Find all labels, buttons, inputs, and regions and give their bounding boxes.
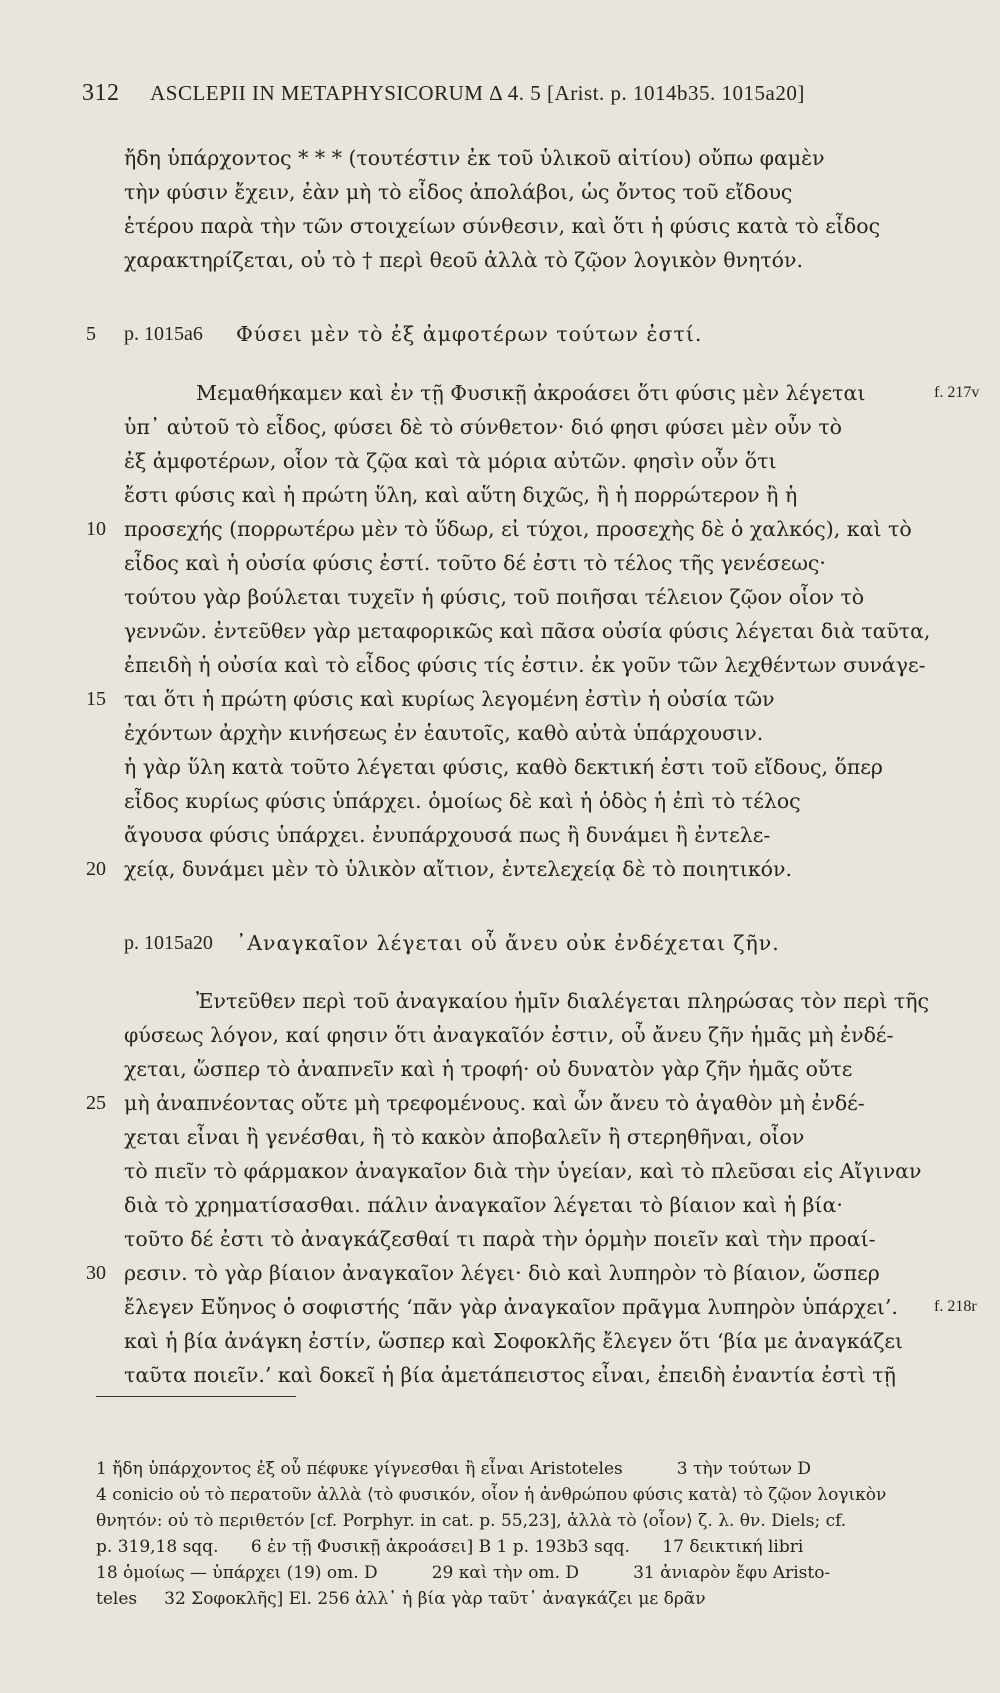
line-text: φύσεως λόγον, καί φησιν ὅτι ἀναγκαῖόν ἐστιν, οὗ ἄνευ ζῆν ἡμᾶς μὴ ἐνδέ-: [124, 1023, 894, 1047]
running-header: [82, 80, 902, 110]
text-line: [0, 1223, 1000, 1255]
line-text: ἔστι φύσις καὶ ἡ πρώτη ὕλη, καὶ αὕτη διχῶς, ἢ ἡ πορρώτερον ἢ ἡ: [124, 483, 798, 507]
line-text: τὸ πιεῖν τὸ φάρμακον ἀναγκαῖον διὰ τὴν ὑγείαν, καὶ τὸ πλεῦσαι εἰς Αἴγιναν: [124, 1159, 922, 1183]
line-text: χείᾳ, δυνάμει μὲν τὸ ὑλικὸν αἴτιον, ἐντελεχείᾳ δὲ τὸ ποιητικόν.: [124, 857, 792, 881]
text-line: [0, 1189, 1000, 1221]
text-line: [0, 649, 1000, 681]
line-text: καὶ ἡ βία ἀνάγκη ἐστίν, ὥσπερ καὶ Σοφοκλῆς ἔλεγεν ὅτι ‘βία με ἀναγκάζει: [124, 1329, 904, 1353]
lemma-reference: p. 1015a6: [124, 323, 203, 345]
line-text: χεται, ὥσπερ τὸ ἀναπνεῖν καὶ ἡ τροφή· οὐ δυνατὸν γὰρ ζῆν ἡμᾶς οὔτε: [124, 1057, 853, 1081]
text-line: [0, 1359, 1000, 1391]
line-text: ἑτέρου παρὰ τὴν τῶν στοιχείων σύνθεσιν, καὶ ὅτι ἡ φύσις κατὰ τὸ εἶδος: [124, 214, 881, 238]
line-text: ται ὅτι ἡ πρώτη φύσις καὶ κυρίως λεγομένη ἐστὶν ἡ οὐσία τῶν: [124, 687, 775, 711]
line-number: 10: [86, 518, 106, 540]
line-text: ἡ γὰρ ὕλη κατὰ τοῦτο λέγεται φύσις, καθὸ δεκτική ἐστι τοῦ εἴδους, ὅπερ: [124, 755, 883, 779]
line-text: Ἐντεῦθεν περὶ τοῦ ἀναγκαίου ἡμῖν διαλέγεται πληρώσας τὸν περὶ τῆς: [196, 989, 929, 1013]
line-text: ἐχόντων ἀρχὴν κινήσεως ἐν ἑαυτοῖς, καθὸ αὐτὰ ὑπάρχουσιν.: [124, 721, 764, 745]
text-line: [0, 479, 1000, 511]
text-line: [0, 176, 1000, 208]
line-text: εἶδος κυρίως φύσις ὑπάρχει. ὁμοίως δὲ καὶ ἡ ὁδὸς ἡ ἐπὶ τὸ τέλος: [124, 789, 801, 813]
text-line: [0, 1053, 1000, 1085]
line-text: προσεχής (πορρωτέρω μὲν τὸ ὕδωρ, εἰ τύχοι, προσεχὴς δὲ ὁ χαλκός), καὶ τὸ: [124, 517, 912, 541]
line-text: ἐξ ἀμφοτέρων, οἷον τὰ ζῷα καὶ τὰ μόρια αὐτῶν. φησὶν οὖν ὅτι: [124, 449, 777, 473]
line-text: ἤδη ὑπάρχοντος * * * (τουτέστιν ἐκ τοῦ ὑλικοῦ αἰτίου) οὔπω φαμὲν: [124, 146, 825, 170]
line-text: ἐπειδὴ ἡ οὐσία καὶ τὸ εἶδος φύσις τίς ἐστιν. ἐκ γοῦν τῶν λεχθέντων συνάγε-: [124, 653, 926, 677]
page-number: 312: [82, 80, 120, 106]
text-line: [0, 411, 1000, 443]
line-text: τοῦτο δέ ἐστι τὸ ἀναγκάζεσθαί τι παρὰ τὴν ὁρμὴν ποιεῖν καὶ τὴν προαί-: [124, 1227, 876, 1251]
folio-marker: f. 217v: [934, 384, 980, 401]
lemma-reference: p. 1015a20: [124, 932, 213, 954]
lemma-line: [0, 927, 1000, 959]
line-text: γεννῶν. ἐντεῦθεν γὰρ μεταφορικῶς καὶ πᾶσα οὐσία φύσις λέγεται διὰ ταῦτα,: [124, 619, 931, 643]
text-line: [0, 1087, 1000, 1119]
folio-marker: f. 218r: [934, 1298, 977, 1315]
text-line: [0, 683, 1000, 715]
line-text: ταῦτα ποιεῖν.’ καὶ δοκεῖ ἡ βία ἀμετάπειστος εἶναι, ἐπειδὴ ἐναντία ἐστὶ τῇ: [124, 1363, 896, 1387]
lemma-text: ᾿Αναγκαῖον λέγεται οὗ ἄνευ οὐκ ἐνδέχεται ζῆν.: [236, 931, 780, 955]
footnote-line: 4 conicio οὐ τὸ περατοῦν ἀλλὰ ⟨τὸ φυσικόν, οἷον ἡ ἀνθρώπου φύσις κατὰ⟩ τὸ ζῷον λογικὸν: [96, 1485, 887, 1505]
text-line: [0, 244, 1000, 276]
lemma-text: Φύσει μὲν τὸ ἐξ ἀμφοτέρων τούτων ἐστί.: [236, 322, 703, 346]
line-text: ἔλεγεν Εὔηνος ὁ σοφιστής ‘πᾶν γὰρ ἀναγκαῖον πρᾶγμα λυπηρὸν ὑπάρχει’.: [124, 1295, 898, 1319]
line-text: διὰ τὸ χρηματίσασθαι. πάλιν ἀναγκαῖον λέγεται τὸ βίαιον καὶ ἡ βία·: [124, 1193, 843, 1217]
text-line: [0, 1019, 1000, 1051]
text-line: [0, 751, 1000, 783]
footnote-line: p. 319,18 sqq. 6 ἐν τῇ Φυσικῇ ἀκροάσει] B 1 p. 193b3 sqq. 17 δεικτική libri: [96, 1537, 804, 1557]
line-text: ὑπ᾽ αὐτοῦ τὸ εἶδος, φύσει δὲ τὸ σύνθετον· διό φησι φύσει μὲν οὖν τὸ: [124, 415, 843, 439]
text-line: [0, 377, 1000, 409]
footnote-line: 1 ἤδη ὑπάρχοντος ἐξ οὗ πέφυκε γίγνεσθαι ἢ εἶναι Aristoteles 3 τὴν τούτων D: [96, 1459, 811, 1479]
line-text: μὴ ἀναπνέοντας οὔτε μὴ τρεφομένους. καὶ ὧν ἄνευ τὸ ἀγαθὸν μὴ ἐνδέ-: [124, 1091, 865, 1115]
line-text: Μεμαθήκαμεν καὶ ἐν τῇ Φυσικῇ ἀκροάσει ὅτι φύσις μὲν λέγεται: [196, 381, 866, 405]
line-text: τούτου γὰρ βούλεται τυχεῖν ἡ φύσις, τοῦ ποιῆσαι τέλειον ζῷον οἷον τὸ: [124, 585, 865, 609]
text-line: [0, 210, 1000, 242]
footnote-line: θνητόν: οὐ τὸ περιθετόν [cf. Porphyr. in cat. p. 55,23], ἀλλὰ τὸ ⟨οἷον⟩ ζ. λ. θν. Diels; cf.: [96, 1511, 847, 1531]
text-line: [0, 547, 1000, 579]
line-number: 25: [86, 1092, 106, 1114]
line-text: χεται εἶναι ἢ γενέσθαι, ἢ τὸ κακὸν ἀποβαλεῖν ἢ στερηθῆναι, οἷον: [124, 1125, 805, 1149]
text-line: [0, 1155, 1000, 1187]
text-line: [0, 1291, 1000, 1323]
line-text: ρεσιν. τὸ γὰρ βίαιον ἀναγκαῖον λέγει· διὸ καὶ λυπηρὸν τὸ βίαιον, ὥσπερ: [124, 1261, 880, 1285]
text-line: [0, 985, 1000, 1017]
text-line: [0, 717, 1000, 749]
text-line: [0, 1325, 1000, 1357]
line-number: 20: [86, 858, 106, 880]
running-title: ASCLEPII IN METAPHYSICORUM Δ 4. 5 [Arist. p. 1014b35. 1015a20]: [150, 81, 805, 105]
line-text: εἶδος καὶ ἡ οὐσία φύσις ἐστί. τοῦτο δέ ἐστι τὸ τέλος τῆς γενέσεως·: [124, 551, 826, 575]
footnote-line: 18 ὁμοίως — ὑπάρχει (19) om. D 29 καὶ τὴν om. D 31 ἀνιαρὸν ἔφυ Aristo-: [96, 1563, 831, 1583]
line-text: ἄγουσα φύσις ὑπάρχει. ἐνυπάρχουσά πως ἢ δυνάμει ἢ ἐντελε-: [124, 823, 771, 847]
line-number: 30: [86, 1262, 106, 1284]
line-number: 15: [86, 688, 106, 710]
text-line: [0, 615, 1000, 647]
text-line: [0, 1257, 1000, 1289]
text-line: [0, 853, 1000, 885]
line-text: τὴν φύσιν ἔχειν, ἐὰν μὴ τὸ εἶδος ἀπολάβοι, ὡς ὄντος τοῦ εἴδους: [124, 180, 793, 204]
text-line: [0, 142, 1000, 174]
text-line: [0, 1121, 1000, 1153]
text-line: [0, 581, 1000, 613]
text-line: [0, 513, 1000, 545]
footnote-rule: [96, 1396, 296, 1397]
text-line: [0, 785, 1000, 817]
text-line: [0, 445, 1000, 477]
lemma-line: [0, 318, 1000, 350]
footnote-line: teles 32 Σοφοκλῆς] El. 256 ἀλλ᾽ ἡ βία γὰρ ταῦτ᾽ ἀναγκάζει με δρᾶν: [96, 1589, 706, 1609]
line-number: 5: [86, 323, 96, 345]
text-line: [0, 819, 1000, 851]
line-text: χαρακτηρίζεται, οὐ τὸ † περὶ θεοῦ ἀλλὰ τὸ ζῷον λογικὸν θνητόν.: [124, 248, 803, 272]
